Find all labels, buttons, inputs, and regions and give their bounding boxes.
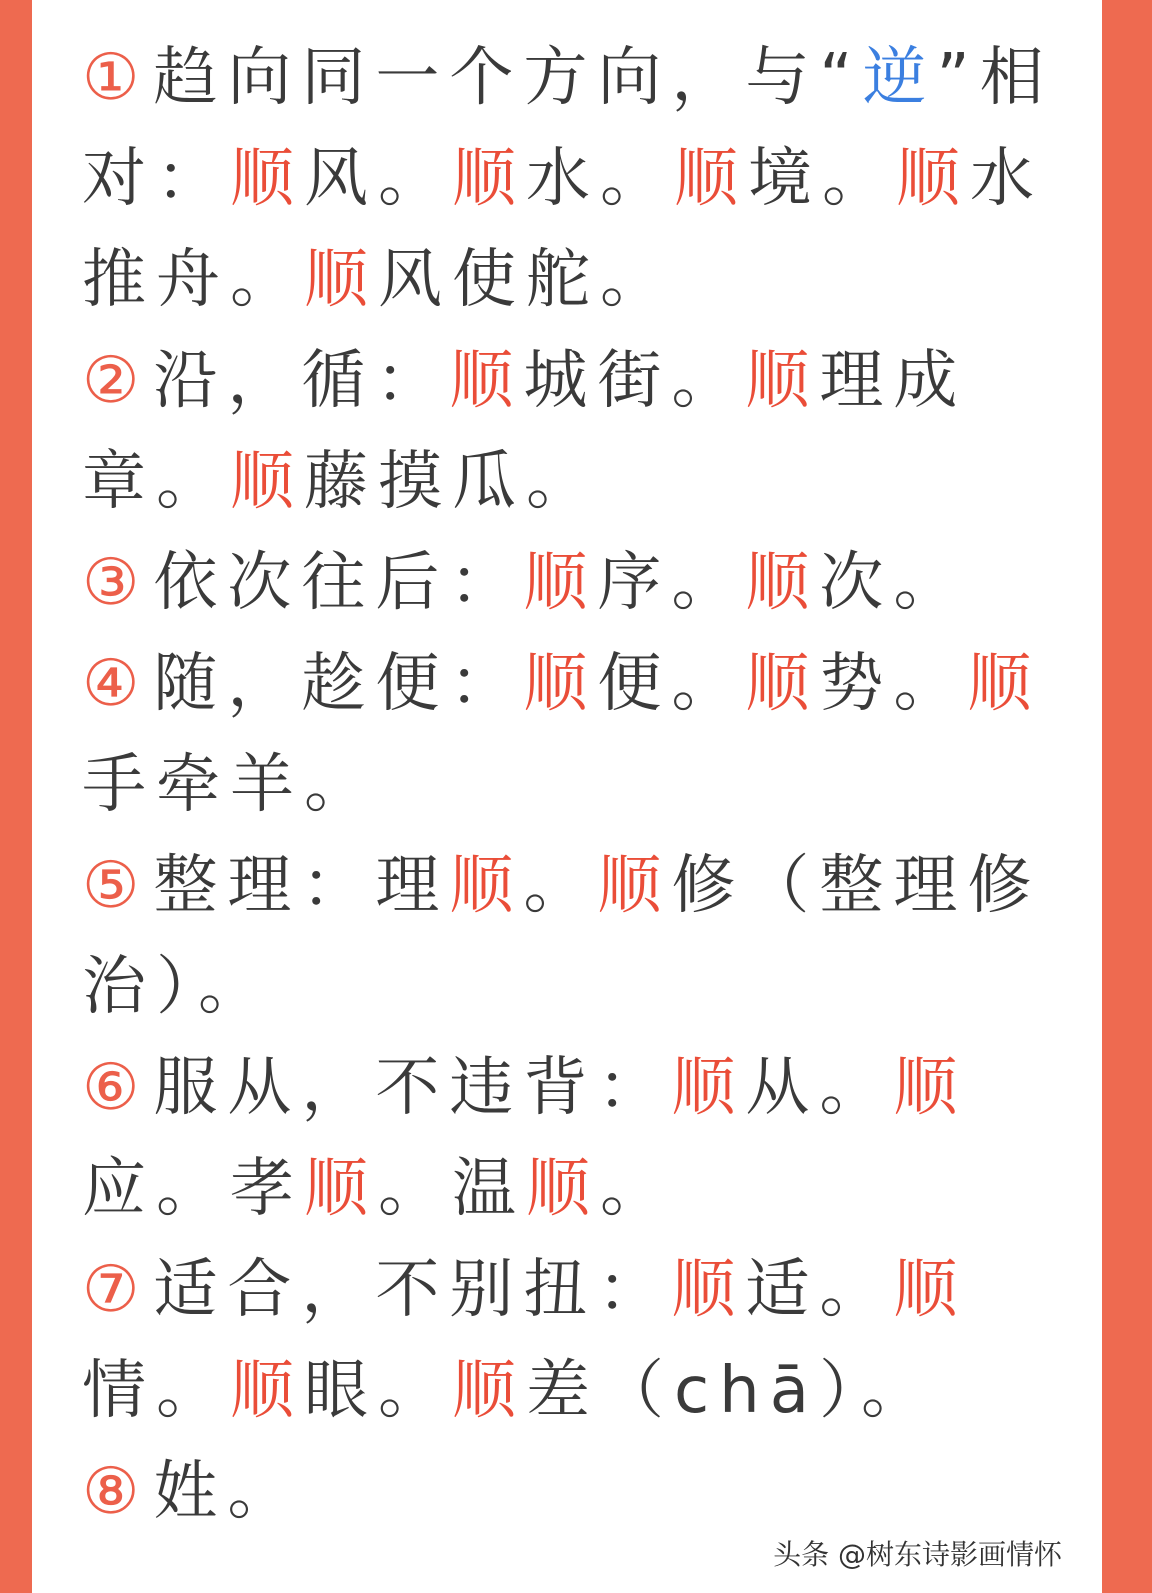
highlight-char: 顺: [523, 546, 598, 620]
item-number: ②: [82, 344, 140, 418]
text-segment: 眼。: [304, 1354, 452, 1428]
highlight-char: 顺: [452, 1354, 526, 1428]
highlight-char: 顺: [893, 1051, 968, 1125]
highlight-char: 顺: [745, 344, 820, 418]
text-segment: 境。: [748, 142, 896, 216]
text-line: [82, 735, 1082, 836]
highlight-char: 顺: [449, 849, 524, 923]
text-segment: 修（整理修: [671, 849, 1042, 923]
text-line: [82, 1442, 1082, 1543]
text-segment: 水。: [526, 142, 674, 216]
highlight-char: 顺: [671, 1253, 746, 1327]
highlight-char: 顺: [967, 647, 1042, 721]
text-segment: 治）。: [82, 950, 272, 1024]
text-segment: 沿，循：: [153, 344, 450, 418]
text-segment: 便。: [597, 647, 746, 721]
text-segment: 情。: [82, 1354, 230, 1428]
item-number: ⑥: [82, 1051, 140, 1125]
highlight-char: 顺: [230, 1354, 304, 1428]
text-segment: 随，趁便：: [153, 647, 524, 721]
text-line: [82, 432, 1082, 533]
text-line: [82, 533, 1082, 634]
text-segment: 序。: [597, 546, 746, 620]
text-segment: 风。: [304, 142, 452, 216]
text-segment: 整理：理: [153, 849, 450, 923]
text-segment: ”相: [936, 41, 1054, 115]
text-segment: 水: [970, 142, 1044, 216]
antonym-char: 逆: [862, 41, 937, 115]
item-number: ④: [82, 647, 140, 721]
text-segment: 推舟。: [82, 243, 304, 317]
text-segment: 风使舵。: [378, 243, 674, 317]
highlight-char: 顺: [745, 647, 820, 721]
text-segment: 应。孝: [82, 1152, 304, 1226]
text-line: [82, 1139, 1082, 1240]
highlight-char: 顺: [452, 142, 526, 216]
highlight-char: 顺: [896, 142, 970, 216]
text-line: [82, 331, 1082, 432]
text-segment: 趋向同一个方向，与“: [153, 41, 863, 115]
highlight-char: 顺: [597, 849, 672, 923]
text-line: [82, 836, 1082, 937]
text-line: [82, 634, 1082, 735]
text-line: [82, 1038, 1082, 1139]
text-line: [82, 129, 1082, 230]
text-segment: 章。: [82, 445, 230, 519]
highlight-char: 顺: [523, 647, 598, 721]
text-segment: 适。: [745, 1253, 894, 1327]
text-segment: 。: [600, 1152, 674, 1226]
item-number: ⑦: [82, 1253, 140, 1327]
text-segment: 姓。: [153, 1455, 302, 1529]
text-segment: 理成: [819, 344, 968, 418]
text-line: [82, 28, 1082, 129]
highlight-char: 顺: [745, 546, 820, 620]
item-number: ③: [82, 546, 140, 620]
definition-list: [82, 28, 1082, 1543]
highlight-char: 顺: [449, 344, 524, 418]
document-page: [32, 0, 1102, 1593]
text-segment: 手牵羊。: [82, 748, 378, 822]
text-segment: 从。: [745, 1051, 894, 1125]
text-segment: 势。: [819, 647, 968, 721]
text-line: [82, 230, 1082, 331]
text-line: [82, 1341, 1082, 1442]
highlight-char: 顺: [304, 243, 378, 317]
text-segment: 服从，不违背：: [153, 1051, 672, 1125]
highlight-char: 顺: [230, 142, 304, 216]
item-number: ⑤: [82, 849, 140, 923]
text-segment: 。: [523, 849, 598, 923]
text-segment: 藤摸瓜。: [304, 445, 600, 519]
highlight-char: 顺: [304, 1152, 378, 1226]
highlight-char: 顺: [526, 1152, 600, 1226]
highlight-char: 顺: [674, 142, 748, 216]
watermark: 头条 @树东诗影画情怀: [773, 1538, 1062, 1571]
text-line: [82, 937, 1082, 1038]
highlight-char: 顺: [893, 1253, 968, 1327]
text-segment: 。温: [378, 1152, 526, 1226]
highlight-char: 顺: [230, 445, 304, 519]
text-segment: 城街。: [523, 344, 746, 418]
item-number: ①: [82, 41, 140, 115]
highlight-char: 顺: [671, 1051, 746, 1125]
text-segment: 对：: [82, 142, 230, 216]
text-segment: 差（chā）。: [526, 1354, 935, 1428]
text-line: [82, 1240, 1082, 1341]
item-number: ⑧: [82, 1455, 140, 1529]
text-segment: 依次往后：: [153, 546, 524, 620]
text-segment: 次。: [819, 546, 968, 620]
text-segment: 适合，不别扭：: [153, 1253, 672, 1327]
